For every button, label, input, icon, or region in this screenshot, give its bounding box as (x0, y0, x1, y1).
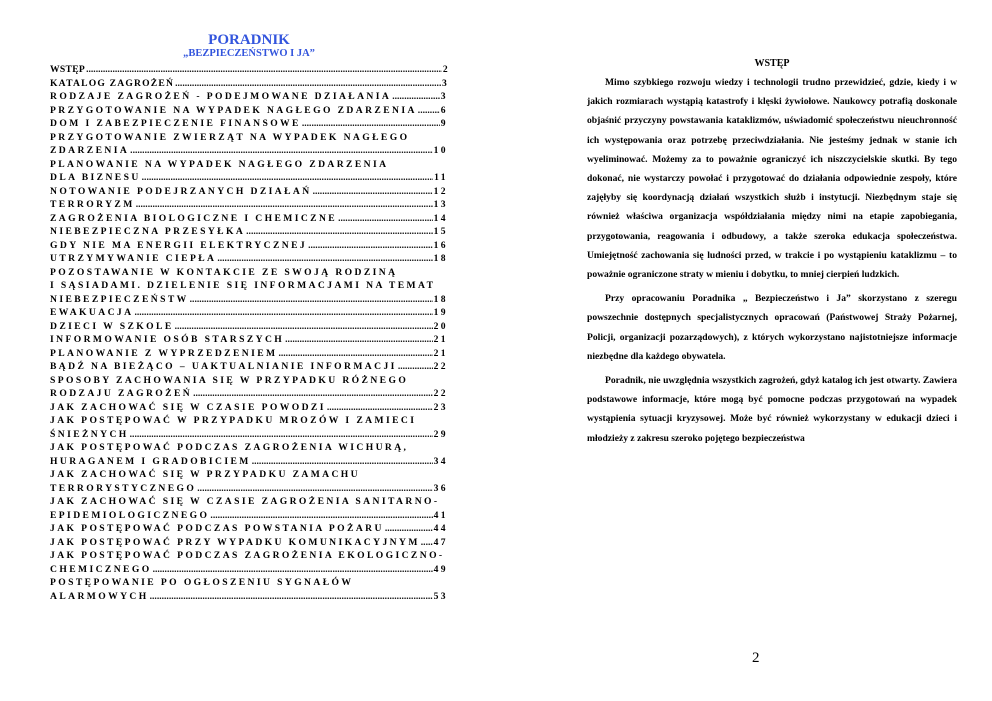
toc-entry-page: 11 (434, 172, 448, 183)
toc-entry-label: RODZAJE ZAGROŻEŃ - PODEJMOWANE DZIAŁANIA (50, 91, 392, 102)
toc-dot-leader (338, 212, 432, 226)
toc-entry-label: ŚNIEŻNYCH (50, 428, 129, 440)
intro-paragraph-2: Przy opracowaniu Poradnika „ Bezpieczeństwo i Ja” skorzystano z szeregu powszechnie dostępnych specjalistycznych opracowań (Państwowej Straży Pożarnej, Policji, organizacji pozarządowych), z których wykorzystano najistotniejsze informacje niezbędne dla każdego obywatela. (587, 293, 957, 362)
toc-entry-label: JAK POSTĘPOWAĆ PODCZAS ZAGROŻENIA WICHURĄ, (50, 442, 409, 453)
toc-entry[interactable] (50, 279, 448, 293)
toc-dot-leader (398, 360, 433, 374)
table-of-contents-page (50, 32, 448, 603)
toc-dot-leader (175, 77, 441, 91)
toc-entry[interactable] (50, 63, 448, 77)
section-heading: WSTĘP (754, 58, 790, 69)
toc-entry[interactable] (50, 77, 448, 91)
toc-entry[interactable] (50, 495, 448, 509)
toc-entry-label: JAK ZACHOWAĆ SIĘ W CZASIE POWODZI (50, 401, 326, 413)
toc-entry-label: JAK POSTĘPOWAĆ PRZY WYPADKU KOMUNIKACYJNYM (50, 536, 420, 548)
toc-entry-label: ZAGROŻENIA BIOLOGICZNE I CHEMICZNE (50, 212, 338, 224)
toc-entry[interactable] (50, 387, 448, 401)
toc-entry-label: NIEBEZPIECZNA PRZESYŁKA (50, 226, 246, 237)
toc-entry-page: 22 (433, 388, 448, 399)
toc-dot-leader (150, 590, 433, 604)
toc-entry-page: 9 (440, 118, 448, 129)
toc-entry[interactable] (50, 401, 448, 415)
toc-entry-label: EWAKUACJA (50, 307, 134, 318)
toc-entry-page: 36 (433, 482, 448, 494)
toc-entry-label: HURAGANEM I GRADOBICIEM (50, 455, 251, 467)
toc-entry[interactable] (50, 590, 448, 604)
toc-entry-page: 20 (433, 320, 448, 332)
toc-entry[interactable] (50, 333, 448, 347)
toc-entry[interactable] (50, 185, 448, 199)
toc-entry[interactable] (50, 441, 448, 455)
toc-entry-label: KATALOG ZAGROŻEŃ (50, 77, 175, 89)
toc-dot-leader (142, 171, 433, 185)
toc-entry[interactable] (50, 320, 448, 334)
toc-entry-page: 49 (433, 563, 448, 575)
toc-entry[interactable] (50, 360, 448, 374)
toc-entry[interactable] (50, 198, 448, 212)
toc-entry[interactable] (50, 144, 448, 158)
toc-entry-label: CHEMICZNEGO (50, 563, 152, 575)
toc-entry[interactable] (50, 306, 448, 320)
toc-entry[interactable] (50, 482, 448, 496)
toc-entry-page: 19 (433, 307, 448, 318)
toc-entry-label: DOM I ZABEZPIECZENIE FINANSOWE (50, 118, 301, 129)
toc-entry-label: TERRORYZM (50, 199, 135, 210)
toc-dot-leader (252, 455, 433, 469)
toc-entry-label: BĄDŹ NA BIEŻĄCO – UAKTUALNIANIE INFORMACJI (50, 361, 397, 372)
toc-entry-page: 15 (433, 226, 448, 237)
toc-entry[interactable] (50, 225, 448, 239)
toc-entry[interactable] (50, 90, 448, 104)
toc-dot-leader (327, 401, 433, 415)
toc-entry-page: 16 (433, 239, 448, 251)
toc-entry-label: JAK POSTĘPOWAĆ W PRZYPADKU MROZÓW I ZAMIECI (50, 415, 417, 426)
introduction-page (587, 58, 957, 448)
toc-entry-page: 14 (433, 212, 448, 224)
toc-entry[interactable] (50, 428, 448, 442)
toc-dot-leader (313, 185, 433, 199)
toc-dot-leader (308, 239, 433, 253)
toc-entry[interactable] (50, 117, 448, 131)
toc-dot-leader (136, 198, 433, 212)
toc-dot-leader (134, 306, 432, 320)
toc-entry[interactable] (50, 131, 448, 145)
toc-entry-label: EPIDEMIOLOGICZNEGO (50, 509, 210, 521)
toc-entry-label: PRZYGOTOWANIE ZWIERZĄT NA WYPADEK NAGŁEGO (50, 131, 410, 143)
toc-entry[interactable] (50, 414, 448, 428)
toc-entry-label: UTRZYMYWANIE CIEPŁA (50, 253, 217, 264)
toc-entry[interactable] (50, 293, 448, 307)
toc-entry-label: DZIECI W SZKOLE (50, 320, 174, 332)
toc-entry-label: JAK POSTĘPOWAĆ PODCZAS ZAGROŻENIA EKOLOGICZNO- (50, 550, 445, 561)
toc-entry-label: ZDARZENIA (50, 145, 130, 156)
toc-entry-page: 3 (442, 77, 448, 89)
toc-entry[interactable] (50, 576, 448, 590)
toc-dot-leader (193, 387, 433, 401)
toc-entry[interactable] (50, 212, 448, 226)
toc-entry[interactable] (50, 239, 448, 253)
toc-dot-leader (190, 293, 433, 307)
toc-entry[interactable] (50, 374, 448, 388)
toc-entry[interactable] (50, 549, 448, 563)
intro-paragraph-1: Mimo szybkiego rozwoju wiedzy i technologii trudno przewidzieć, gdzie, kiedy i w jakich rozmiarach wystąpią katastrofy i klęski żywiołowe. Naukowcy potrafią doskonale objaśnić przyczyny powstawania kataklizmów, uświadomić społeczeństwu nieuchronność ich występowania oraz potrzebę przeciwdziałania. Nie jesteśmy jednak w stanie ich wyeliminować. Możemy za to poważnie ograniczyć ich niszczycielskie skutki. By tego dokonać, nie wystarczy powołać i przygotować do działania odpowiednie zespoły, które zajęłyby się koordynacją działań wszystkich służb i instytucji. Niezbędnym staje się również właściwa organizacja współdziałania między nimi na etapie zapobiegania, przygotowania, reagowania i odbudowy, a także szeroka edukacja społeczeństwa. Umiejętność zachowania się ludności przed, w trakcie i po wystąpieniu kataklizmu – to poważnie ograniczone straty w mieniu i dobytku, to mniej cierpień ludzkich. (587, 77, 957, 281)
toc-entry-label: GDY NIE MA ENERGII ELEKTRYCZNEJ (50, 239, 308, 251)
intro-paragraph-3: Poradnik, nie uwzględnia wszystkich zagrożeń, gdyż katalog ich jest otwarty. Zawiera podstawowe informacje, które mogą być pomocne podczas przygotowań na wypadek wystąpienia sytuacji kryzysowej. Może być również wykorzystany w edukacji dzieci i młodzieży z zakresu szeroko pojętego bezpieczeństwa (587, 375, 957, 444)
toc-entry-label: I SĄSIADAMI. DZIELENIE SIĘ INFORMACJAMI NA TEMAT (50, 280, 436, 291)
toc-entry-label: ALARMOWYCH (50, 590, 149, 602)
toc-dot-leader (217, 252, 432, 266)
toc-entry-label: POSTĘPOWANIE PO OGŁOSZENIU SYGNAŁÓW (50, 577, 354, 588)
toc-entry-page: 13 (433, 199, 448, 210)
toc-entry-page: 12 (433, 185, 448, 197)
toc-entry-label: TERRORYSTYCZNEGO (50, 482, 197, 494)
page-number: 2 (752, 650, 760, 666)
toc-entry[interactable] (50, 522, 448, 536)
document-title: PORADNIK (208, 32, 290, 48)
toc-dot-leader (197, 482, 432, 496)
toc-entry-label: JAK POSTĘPOWAĆ PODCZAS POWSTANIA POŻARU (50, 523, 384, 534)
toc-dot-leader (175, 320, 433, 334)
toc-entry-page: 22 (433, 361, 448, 372)
toc-entry-page: 2 (442, 64, 448, 75)
toc-entry-page: 3 (440, 91, 448, 102)
toc-entry-page: 29 (433, 428, 448, 440)
toc-entry-page: 18 (433, 253, 448, 264)
toc-dot-leader (130, 144, 432, 158)
toc-entry-label: JAK ZACHOWAĆ SIĘ W CZASIE ZAGROŻENIA SANITARNO- (50, 496, 440, 507)
toc-entry-label: PLANOWANIE NA WYPADEK NAGŁEGO ZDARZENIA (50, 158, 389, 170)
toc-entry-page: 47 (433, 536, 448, 548)
toc-entry-label: SPOSOBY ZACHOWANIA SIĘ W PRZYPADKU RÓŻNEGO (50, 374, 409, 386)
toc-entry-label: PLANOWANIE Z WYPRZEDZENIEM (50, 347, 278, 359)
toc-entry-label: POZOSTAWANIE W KONTAKCIE ZE SWOJĄ RODZINĄ (50, 266, 398, 278)
toc-dot-leader (153, 563, 433, 577)
toc-entry-page: 41 (433, 509, 448, 521)
toc-entry[interactable] (50, 347, 448, 361)
document-subtitle: „BEZPIECZEŃSTWO I JA” (183, 48, 315, 59)
toc-entry-page: 44 (433, 523, 448, 534)
toc-entry-page: 21 (433, 347, 448, 359)
toc-dot-leader (86, 63, 442, 77)
toc-entry[interactable] (50, 266, 448, 280)
toc-entry-page: 53 (433, 590, 448, 602)
toc-entry[interactable] (50, 536, 448, 550)
toc-entry[interactable] (50, 563, 448, 577)
toc-entry[interactable] (50, 468, 448, 482)
toc-dot-leader (210, 509, 432, 523)
toc-entry[interactable] (50, 455, 448, 469)
toc-dot-leader (246, 225, 432, 239)
toc-list (50, 63, 448, 603)
toc-dot-leader (385, 522, 433, 536)
toc-entry-page: 21 (433, 334, 448, 345)
toc-entry[interactable] (50, 171, 448, 185)
toc-entry-page: 23 (433, 401, 448, 413)
toc-dot-leader (278, 347, 432, 361)
toc-entry-label: INFORMOWANIE OSÓB STARSZYCH (50, 334, 285, 345)
toc-entry-page: 10 (433, 145, 448, 156)
toc-entry-label: NOTOWANIE PODEJRZANYCH DZIAŁAŃ (50, 185, 312, 197)
toc-entry-page: 34 (433, 455, 448, 467)
toc-entry-label: NIEBEZPIECZEŃSTW (50, 293, 189, 305)
toc-entry-label: RODZAJU ZAGROŻEŃ (50, 388, 193, 399)
toc-dot-leader (421, 536, 433, 550)
toc-entry[interactable] (50, 252, 448, 266)
toc-entry-label: PRZYGOTOWANIE NA WYPADEK NAGŁEGO ZDARZENIA (50, 104, 417, 116)
toc-entry-label: JAK ZACHOWAĆ SIĘ W PRZYPADKU ZAMACHU (50, 469, 361, 480)
toc-entry-label: DLA BIZNESU (50, 172, 141, 183)
toc-entry[interactable] (50, 158, 448, 172)
toc-dot-leader (392, 90, 440, 104)
toc-entry[interactable] (50, 509, 448, 523)
toc-entry[interactable] (50, 104, 448, 118)
toc-dot-leader (285, 333, 432, 347)
toc-entry-page: 6 (440, 104, 448, 116)
toc-dot-leader (418, 104, 440, 118)
toc-dot-leader (302, 117, 440, 131)
toc-entry-label: WSTĘP (50, 64, 86, 75)
toc-entry-page: 18 (433, 293, 448, 305)
toc-dot-leader (130, 428, 433, 442)
